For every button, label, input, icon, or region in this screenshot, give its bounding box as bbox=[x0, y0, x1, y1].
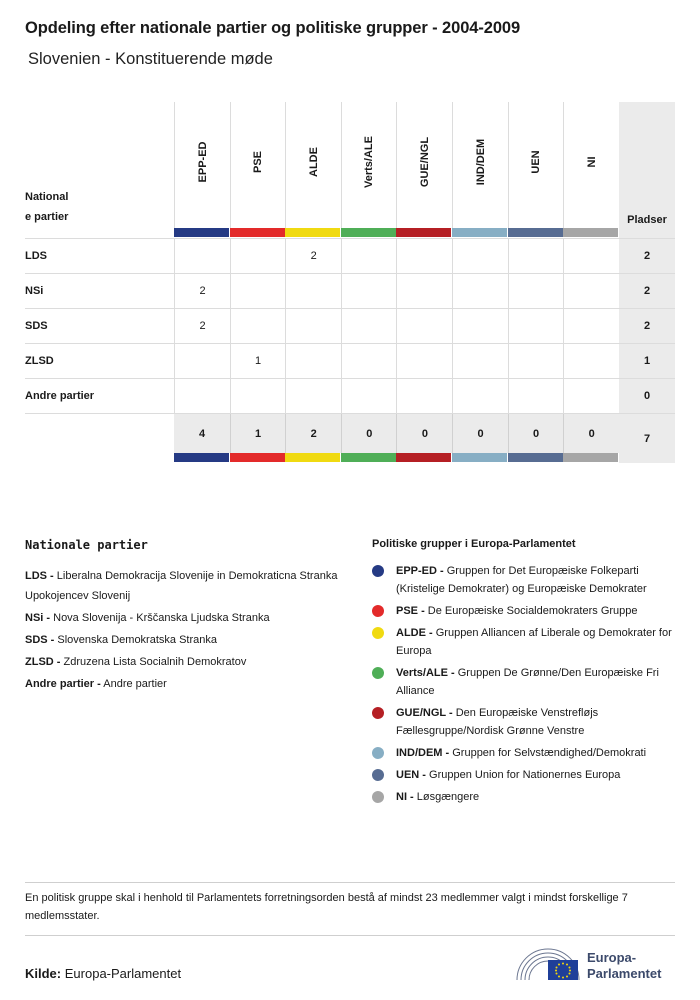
seats-header: Pladser bbox=[627, 214, 667, 226]
seat-cell bbox=[285, 274, 341, 308]
table-row bbox=[25, 378, 675, 413]
source-line: Kilde: Europa-Parlamentet bbox=[25, 966, 182, 981]
group-column-header: UEN bbox=[508, 102, 564, 228]
party-name: Andre partier bbox=[25, 390, 95, 402]
group-column-header: GUE/NGL bbox=[396, 102, 452, 228]
seat-cell bbox=[285, 309, 341, 343]
row-seats-total: 2 bbox=[643, 320, 651, 332]
group-color-bar bbox=[563, 228, 618, 237]
seat-cell bbox=[341, 379, 397, 413]
logo-wordmark: Europa- Parlamentet bbox=[587, 950, 662, 981]
legend-heading: Politiske grupper i Europa-Parlamentet bbox=[372, 538, 576, 550]
row-seats-total: 1 bbox=[643, 355, 651, 367]
color-dot-icon bbox=[372, 791, 384, 803]
divider bbox=[25, 935, 675, 936]
legend-item: NI - Løsgængere bbox=[372, 788, 682, 806]
group-color-bar bbox=[285, 228, 340, 237]
color-dot-icon bbox=[372, 707, 384, 719]
seat-cell bbox=[285, 344, 341, 378]
group-color-bar bbox=[285, 453, 340, 462]
seat-cell bbox=[396, 344, 452, 378]
row-seats-total: 2 bbox=[643, 285, 651, 297]
seat-cell bbox=[396, 309, 452, 343]
color-dot-icon bbox=[372, 565, 384, 577]
seat-cell bbox=[452, 274, 508, 308]
group-total: 2 bbox=[285, 414, 341, 454]
european-parliament-logo bbox=[515, 944, 680, 988]
group-color-bar bbox=[396, 228, 451, 237]
page-subtitle: Slovenien - Konstituerende møde bbox=[28, 50, 273, 68]
seat-cell bbox=[341, 274, 397, 308]
seat-cell: 2 bbox=[174, 309, 230, 343]
legend-item: LDS - Liberalna Demokracija Slovenije in Demokraticna Stranka Upokojencev Slovenij bbox=[25, 570, 338, 602]
seat-cell: 2 bbox=[174, 274, 230, 308]
divider bbox=[25, 882, 675, 883]
legend-item: ZLSD - Zdruzena Lista Socialnih Demokratov bbox=[25, 656, 247, 668]
group-total: 1 bbox=[230, 414, 286, 454]
group-column-header: EPP-ED bbox=[174, 102, 230, 228]
national-parties-legend bbox=[25, 538, 345, 696]
seat-cell bbox=[396, 274, 452, 308]
legend-item: EPP-ED - Gruppen for Det Europæiske Folkeparti (Kristelige Demokrater) og Europæiske Demokrater bbox=[372, 562, 682, 598]
color-dot-icon bbox=[372, 769, 384, 781]
page-title: Opdeling efter nationale partier og politiske grupper - 2004-2009 bbox=[25, 19, 521, 37]
row-seats-total: 2 bbox=[643, 250, 651, 262]
political-groups-legend bbox=[372, 538, 682, 810]
seat-cell bbox=[563, 274, 619, 308]
color-dot-icon bbox=[372, 747, 384, 759]
table-row bbox=[25, 238, 675, 273]
group-color-bar bbox=[396, 453, 451, 462]
table-header bbox=[25, 102, 675, 238]
seat-cell bbox=[174, 344, 230, 378]
group-total: 4 bbox=[198, 428, 206, 440]
legend-item: IND/DEM - Gruppen for Selvstændighed/Demokrati bbox=[372, 744, 682, 762]
seat-cell bbox=[563, 344, 619, 378]
legend-item: UEN - Gruppen Union for Nationernes Europa bbox=[372, 766, 682, 784]
seat-cell bbox=[508, 309, 564, 343]
hemicycle-icon bbox=[515, 944, 581, 984]
seat-cell bbox=[563, 239, 619, 273]
seat-cell bbox=[508, 274, 564, 308]
group-color-bar bbox=[563, 453, 618, 462]
group-total: 0 bbox=[563, 414, 619, 454]
party-name: NSi bbox=[25, 285, 44, 297]
seat-cell bbox=[563, 379, 619, 413]
group-column-header: NI bbox=[563, 102, 619, 228]
group-color-bar bbox=[230, 453, 285, 462]
seat-cell bbox=[341, 309, 397, 343]
legend-item: Andre partier - Andre partier bbox=[25, 678, 167, 690]
legend-heading: Nationale partier bbox=[25, 538, 148, 552]
seat-cell bbox=[508, 239, 564, 273]
seat-cell bbox=[285, 379, 341, 413]
seat-cell bbox=[452, 379, 508, 413]
legend-item: SDS - Slovenska Demokratska Stranka bbox=[25, 634, 217, 646]
seat-cell bbox=[452, 309, 508, 343]
seat-cell bbox=[396, 379, 452, 413]
totals-row bbox=[174, 413, 619, 453]
color-dot-icon bbox=[372, 667, 384, 679]
party-name: LDS bbox=[25, 250, 47, 262]
legend-item: Verts/ALE - Gruppen De Grønne/Den Europæiske Fri Alliance bbox=[372, 664, 682, 700]
group-column-header: Verts/ALE bbox=[341, 102, 397, 228]
group-color-bar bbox=[230, 228, 285, 237]
seat-cell bbox=[452, 344, 508, 378]
seat-cell bbox=[452, 239, 508, 273]
seat-cell bbox=[230, 239, 286, 273]
group-column-header: IND/DEM bbox=[452, 102, 508, 228]
row-seats-total: 0 bbox=[643, 390, 651, 402]
seat-cell bbox=[341, 239, 397, 273]
table-row bbox=[25, 273, 675, 308]
group-total: 0 bbox=[452, 414, 508, 454]
legend-item: NSi - Nova Slovenija - Krščanska Ljudska Stranka bbox=[25, 612, 270, 624]
party-name: ZLSD bbox=[25, 355, 54, 367]
seat-cell bbox=[508, 344, 564, 378]
group-color-bar bbox=[174, 453, 229, 462]
seat-cell bbox=[174, 239, 230, 273]
national-parties-header: National e partier bbox=[25, 191, 69, 223]
seat-cell bbox=[174, 379, 230, 413]
group-color-bar bbox=[452, 228, 507, 237]
group-color-bar bbox=[508, 453, 563, 462]
divider bbox=[25, 413, 174, 414]
group-total: 0 bbox=[396, 414, 452, 454]
color-dot-icon bbox=[372, 627, 384, 639]
party-name: SDS bbox=[25, 320, 48, 332]
seat-cell bbox=[508, 379, 564, 413]
seat-cell: 2 bbox=[285, 239, 341, 273]
table-row bbox=[25, 308, 675, 343]
seat-cell bbox=[563, 309, 619, 343]
legend-item: GUE/NGL - Den Europæiske Venstrefløjs Fællesgruppe/Nordisk Grønne Venstre bbox=[372, 704, 682, 740]
footnote: En politisk gruppe skal i henhold til Parlamentets forretningsorden bestå af mindst 23 medlemmer valgt i mindst forskellige 7 medlemsstater. bbox=[25, 892, 628, 922]
group-column-header: ALDE bbox=[285, 102, 341, 228]
seat-cell bbox=[341, 344, 397, 378]
grand-total: 7 bbox=[619, 413, 675, 463]
group-color-bar bbox=[508, 228, 563, 237]
legend-item: ALDE - Gruppen Alliancen af Liberale og Demokrater for Europa bbox=[372, 624, 682, 660]
seat-cell bbox=[230, 309, 286, 343]
group-total: 0 bbox=[341, 414, 397, 454]
table-row bbox=[25, 343, 675, 378]
legend-item: PSE - De Europæiske Socialdemokraters Gruppe bbox=[372, 602, 682, 620]
group-color-bar bbox=[452, 453, 507, 462]
seat-cell bbox=[230, 379, 286, 413]
seat-cell bbox=[396, 239, 452, 273]
group-color-bar bbox=[341, 228, 396, 237]
group-column-header: PSE bbox=[230, 102, 286, 228]
seat-cell: 1 bbox=[230, 344, 286, 378]
group-color-bar bbox=[174, 228, 229, 237]
group-color-bar bbox=[341, 453, 396, 462]
seat-cell bbox=[230, 274, 286, 308]
group-total: 0 bbox=[508, 414, 564, 454]
color-dot-icon bbox=[372, 605, 384, 617]
